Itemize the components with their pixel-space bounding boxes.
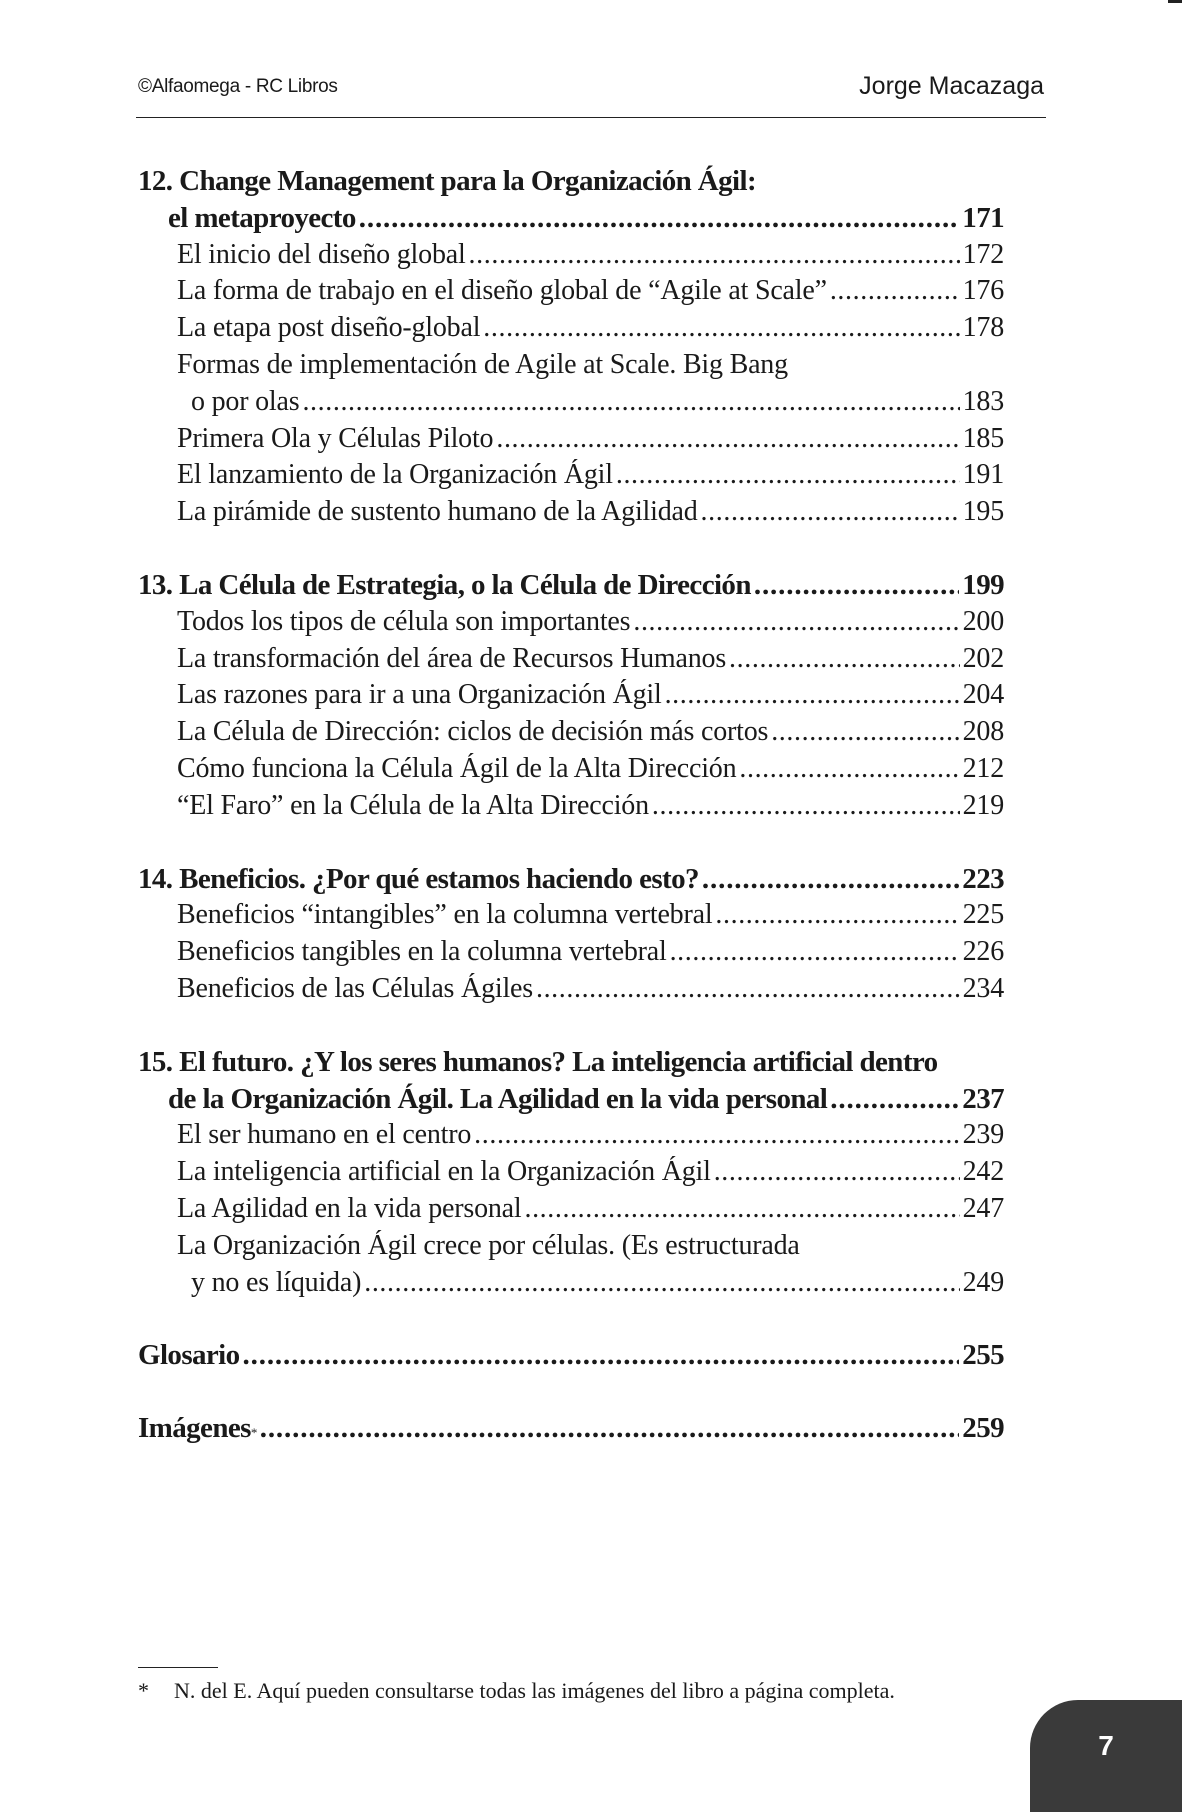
toc-section-entry[interactable] [138, 1267, 1004, 1304]
toc-chapter-entry[interactable] [138, 1083, 1004, 1120]
toc-entry-title: Glosario [138, 1339, 240, 1372]
toc-page-number: 234 [962, 972, 1004, 1004]
page-number-tab [1030, 1700, 1182, 1812]
toc-entry-title: “El Faro” en la Célula de la Alta Dirección [177, 789, 649, 821]
dot-leader [536, 973, 960, 1005]
dot-leader [616, 459, 960, 491]
toc-section-entry[interactable] [138, 1230, 1004, 1267]
toc-section-entry[interactable] [138, 312, 1004, 349]
dot-leader [469, 239, 960, 271]
dot-leader [364, 1267, 959, 1299]
toc-entry-title: 15. El futuro. ¿Y los seres humanos? La inteligencia artificial dentro [138, 1045, 938, 1078]
toc-entry-title: La transformación del área de Recursos Humanos [177, 642, 727, 674]
dot-leader [633, 606, 959, 638]
toc-section-entry[interactable] [138, 1193, 1004, 1230]
toc-entry-title: La inteligencia artificial en la Organización Ágil [177, 1156, 711, 1188]
toc-entry-title: La pirámide de sustento humano de la Agilidad [177, 496, 698, 528]
toc-entry-title: Todos los tipos de célula son importantes [177, 605, 631, 637]
dot-leader [739, 753, 959, 785]
toc-entry-title: Beneficios de las Células Ágiles [177, 972, 533, 1004]
toc-entry-title: Imágenes [138, 1412, 251, 1445]
toc-entry-title: Las razones para ir a una Organización Ágil [177, 679, 662, 711]
toc-page-number: 226 [962, 936, 1004, 968]
toc-entry-title: Primera Ola y Células Piloto [177, 422, 494, 454]
toc-page-number: 247 [962, 1192, 1004, 1224]
toc-page-number: 219 [962, 789, 1004, 821]
dot-leader [830, 275, 960, 307]
toc-entry-title: El inicio del diseño global [177, 238, 466, 270]
toc-chapter-entry[interactable] [138, 1339, 1004, 1376]
toc-section-entry[interactable] [138, 459, 1004, 496]
footnote-text: N. del E. Aquí pueden consultarse todas las imágenes del libro a página completa. [174, 1678, 895, 1703]
dot-leader [714, 1156, 960, 1188]
toc-chapter-entry[interactable] [138, 1412, 1004, 1449]
toc-chapter-entry[interactable] [138, 202, 1004, 239]
toc-page-number: 249 [962, 1266, 1004, 1298]
toc-page-number: 185 [962, 422, 1004, 454]
toc-entry-title: Cómo funciona la Célula Ágil de la Alta Dirección [177, 752, 737, 784]
footnote-reference: * [250, 1425, 257, 1441]
corner-mark [1168, 0, 1182, 3]
header-rule [136, 117, 1046, 118]
dot-leader [702, 863, 959, 896]
toc-entry-title: Beneficios tangibles en la columna vertebral [177, 936, 667, 968]
toc-entry-title: El lanzamiento de la Organización Ágil [177, 459, 613, 491]
toc-page-number: 172 [962, 238, 1004, 270]
dot-leader [754, 569, 959, 602]
toc-page-number: 237 [962, 1082, 1004, 1115]
toc-chapter-entry[interactable] [138, 569, 1004, 606]
header-publisher: ©Alfaomega - RC Libros [138, 76, 338, 97]
toc-section-entry[interactable] [138, 716, 1004, 753]
toc-entry-title: o por olas [191, 385, 300, 417]
toc-page-number: 255 [962, 1339, 1004, 1372]
page-number: 7 [1098, 1730, 1114, 1761]
dot-leader [771, 716, 959, 748]
toc-entry-title: y no es líquida) [191, 1266, 362, 1298]
toc-section-entry[interactable] [138, 790, 1004, 827]
toc-gap [138, 1376, 1004, 1412]
dot-leader [670, 936, 960, 968]
toc-chapter-entry[interactable] [138, 165, 1004, 202]
toc-entry-title: La etapa post diseño-global [177, 312, 481, 344]
toc-page-number: 183 [962, 385, 1004, 417]
toc-entry-title: Beneficios “intangibles” en la columna vertebral [177, 899, 713, 931]
dot-leader [302, 386, 959, 418]
dot-leader [243, 1339, 960, 1372]
toc-section-entry[interactable] [138, 899, 1004, 936]
toc-entry-title: La forma de trabajo en el diseño global de “Agile at Scale” [177, 275, 827, 307]
dot-leader [729, 643, 960, 675]
table-of-contents [138, 165, 1004, 1449]
toc-section-entry[interactable] [138, 679, 1004, 716]
toc-page-number: 204 [962, 679, 1004, 711]
toc-page-number: 242 [962, 1156, 1004, 1188]
toc-section-entry[interactable] [138, 423, 1004, 460]
toc-section-entry[interactable] [138, 349, 1004, 386]
toc-entry-title: 12. Change Management para la Organización Ágil: [138, 165, 757, 197]
toc-page-number: 191 [962, 459, 1004, 491]
toc-page-number: 225 [962, 899, 1004, 931]
toc-section-entry[interactable] [138, 496, 1004, 533]
dot-leader [524, 1193, 959, 1225]
toc-entry-title: Formas de implementación de Agile at Scale. Big Bang [177, 348, 788, 380]
toc-gap [138, 1010, 1004, 1046]
dot-leader [665, 679, 960, 711]
toc-section-entry[interactable] [138, 643, 1004, 680]
toc-entry-title: de la Organización Ágil. La Agilidad en la vida personal [168, 1082, 828, 1115]
toc-page-number: 239 [962, 1119, 1004, 1151]
toc-chapter-entry[interactable] [138, 1046, 1004, 1083]
toc-page-number: 212 [962, 752, 1004, 784]
toc-page-number: 202 [962, 642, 1004, 674]
toc-section-entry[interactable] [138, 973, 1004, 1010]
toc-section-entry[interactable] [138, 753, 1004, 790]
toc-entry-title: El ser humano en el centro [177, 1119, 472, 1151]
toc-page-number: 195 [962, 496, 1004, 528]
toc-page-number: 199 [962, 568, 1004, 601]
dot-leader [359, 202, 960, 235]
toc-entry-title: La Organización Ágil crece por células. (Es estructurada [177, 1229, 800, 1261]
toc-chapter-entry[interactable] [138, 863, 1004, 900]
toc-page-number: 200 [962, 605, 1004, 637]
toc-page-number: 178 [962, 312, 1004, 344]
toc-section-entry[interactable] [138, 936, 1004, 973]
header-author: Jorge Macazaga [859, 72, 1044, 100]
footnote [138, 1678, 895, 1704]
footnote-mark: * [138, 1678, 149, 1703]
toc-gap [138, 1303, 1004, 1339]
dot-leader [496, 423, 959, 455]
toc-page-number: 208 [962, 716, 1004, 748]
toc-page-number: 223 [962, 862, 1004, 895]
dot-leader [474, 1119, 959, 1151]
dot-leader [701, 496, 960, 528]
toc-gap [138, 533, 1004, 569]
dot-leader [830, 1083, 959, 1116]
toc-section-entry[interactable] [138, 1156, 1004, 1193]
toc-page-number: 259 [962, 1412, 1004, 1445]
toc-section-entry[interactable] [138, 275, 1004, 312]
toc-page-number: 176 [962, 275, 1004, 307]
toc-entry-title: 13. La Célula de Estrategia, o la Célula de Dirección [138, 568, 751, 601]
toc-entry-title: 14. Beneficios. ¿Por qué estamos haciendo esto? [138, 862, 699, 895]
toc-section-entry[interactable] [138, 239, 1004, 276]
dot-leader [715, 899, 959, 931]
footnote-rule [138, 1667, 218, 1668]
toc-section-entry[interactable] [138, 386, 1004, 423]
dot-leader [483, 312, 959, 344]
toc-section-entry[interactable] [138, 606, 1004, 643]
toc-entry-title: La Agilidad en la vida personal [177, 1192, 522, 1224]
dot-leader [260, 1412, 960, 1445]
toc-entry-title: La Célula de Dirección: ciclos de decisión más cortos [177, 716, 769, 748]
toc-entry-title: el metaproyecto [168, 201, 356, 234]
toc-page-number: 171 [962, 201, 1004, 234]
toc-gap [138, 827, 1004, 863]
dot-leader [652, 790, 960, 822]
toc-section-entry[interactable] [138, 1119, 1004, 1156]
